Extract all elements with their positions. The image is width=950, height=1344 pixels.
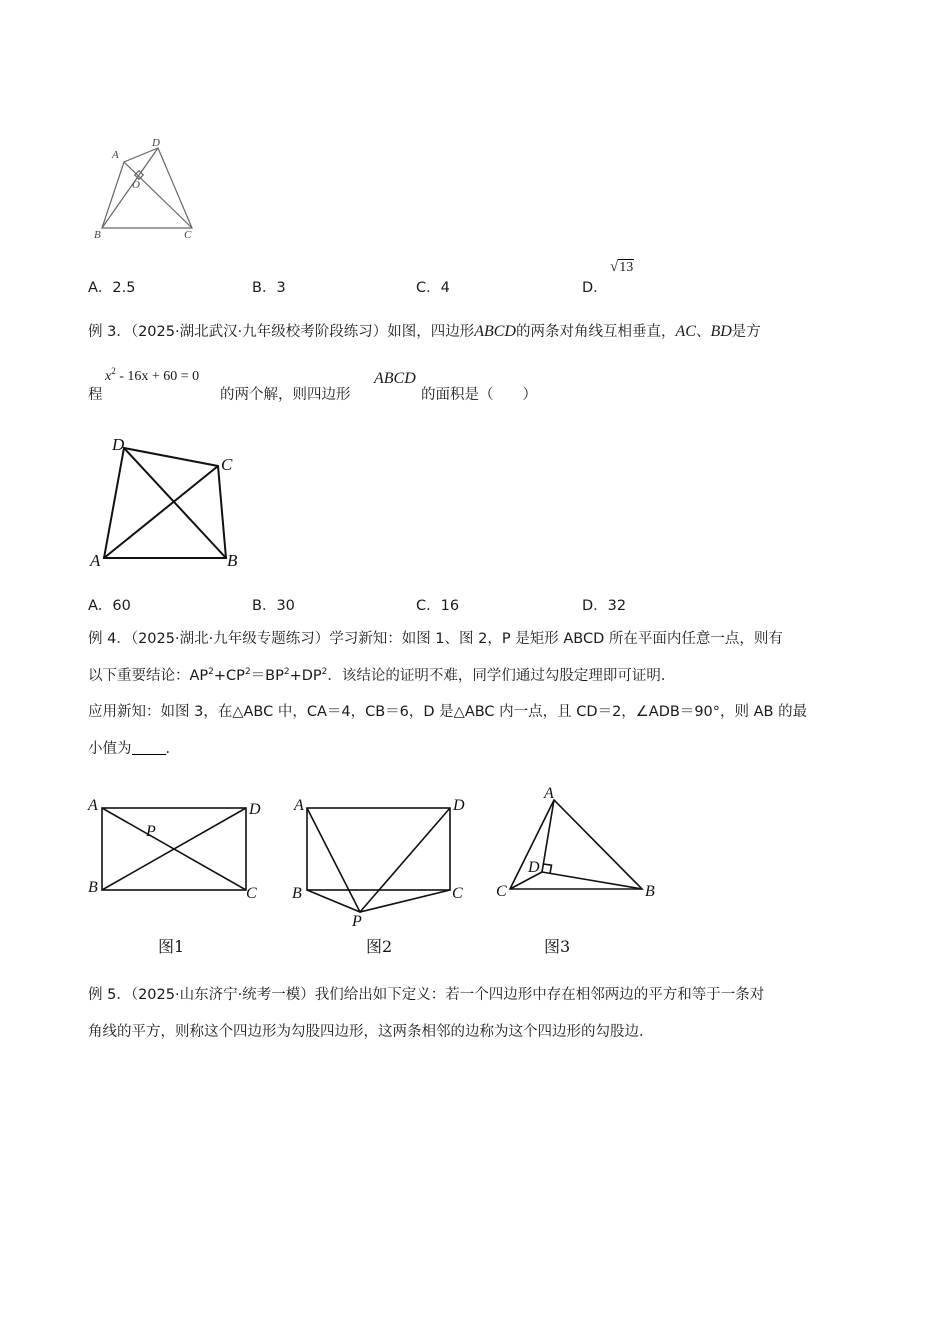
fig4-2-caption: 图2 <box>366 937 393 956</box>
ex4-line1: 例 4．（2025·湖北·九年级专题练习）学习新知：如图 1、图 2，P 是矩形 ABCD 所在平面内任意一点，则有 <box>88 631 783 647</box>
ex3-line2-mid: 的两个解，则四边形 <box>220 387 351 403</box>
figure-ex4-fig3 <box>492 780 672 960</box>
ex3-option-a: A．60 <box>88 598 131 614</box>
q2-option-a: A．2.5 <box>88 280 136 296</box>
ex5-line1: 例 5．（2025·山东济宁·统考一模）我们给出如下定义：若一个四边形中存在相邻两边的平方和等于一条对 <box>88 987 765 1003</box>
q2-option-d: D． <box>582 280 608 296</box>
ex5-line2: 角线的平方，则称这个四边形为勾股四边形，这两条相邻的边称为这个四边形的勾股边． <box>88 1024 654 1040</box>
fig1-label-b: B <box>94 229 101 241</box>
ex3-line1: 例 3．（2025·湖北武汉·九年级校考阶段练习）如图，四边形ABCD的两条对角线互相垂直，AC、BD是方 <box>88 323 761 340</box>
fig4-1-label-d: D <box>249 801 261 818</box>
ex3-option-d: D．32 <box>582 598 627 614</box>
answer-blank[interactable] <box>132 740 166 755</box>
fig4-3-caption: 图3 <box>544 937 571 956</box>
q2-option-b: B．3 <box>252 280 286 296</box>
ex3-equation: $x^2 - 16x + 60 = 0$ <box>105 366 200 384</box>
fig4-2-label-a: A <box>294 797 304 814</box>
fig4-2-label-b: B <box>292 885 302 902</box>
fig4-3-label-b: B <box>645 883 655 900</box>
ex4-line2: 以下重要结论：$AP^2+CP^2=BP^2+DP^2$．该结论的证明不难，同学们通过勾股定理即可证明． <box>88 667 676 684</box>
fig1-label-a: A <box>112 149 119 161</box>
fig1-label-c: C <box>184 229 192 241</box>
ex3-option-c: C．16 <box>416 598 460 614</box>
sqrt13-expression: √13 <box>610 259 634 275</box>
ex3-line2-end: 的面积是（ ） <box>421 387 537 403</box>
fig4-2-label-p: P <box>352 913 362 930</box>
fig4-3-label-a: A <box>544 785 554 802</box>
fig4-1-caption: 图1 <box>158 937 185 956</box>
q2-option-c: C．4 <box>416 280 450 296</box>
fig4-1-label-a: A <box>88 797 98 814</box>
fig1-label-o: O <box>132 179 140 191</box>
ex3-label-a: A <box>90 551 101 570</box>
fig4-3-label-c: C <box>496 883 507 900</box>
ex4-line3: 应用新知：如图 3，在△ABC 中，CA＝4，CB＝6，D 是△ABC 内一点，且 CD＝2，∠ADB＝90°，则 AB 的最 <box>88 704 808 720</box>
ex3-line2: 程 <box>88 387 103 403</box>
fig4-2-label-d: D <box>453 797 465 814</box>
ex3-option-b: B．30 <box>252 598 295 614</box>
ex3-quad-label: ABCD <box>374 370 416 387</box>
fig4-1-label-p: P <box>146 823 156 840</box>
fig4-1-label-c: C <box>246 885 257 902</box>
figure-ex3-quadrilateral <box>88 430 258 575</box>
figure-quadrilateral-o <box>90 132 210 242</box>
ex3-label-d: D <box>112 435 125 454</box>
fig4-1-label-b: B <box>88 879 98 896</box>
fig1-label-d: D <box>152 137 160 149</box>
ex3-label-b: B <box>227 551 238 570</box>
ex4-line4: 小值为 ． <box>88 741 180 757</box>
fig4-3-label-d: D <box>528 859 540 876</box>
figure-ex4-fig2 <box>290 790 480 960</box>
figure-ex4-fig1 <box>86 790 266 960</box>
fig4-2-label-c: C <box>452 885 463 902</box>
ex3-label-c: C <box>221 455 233 474</box>
